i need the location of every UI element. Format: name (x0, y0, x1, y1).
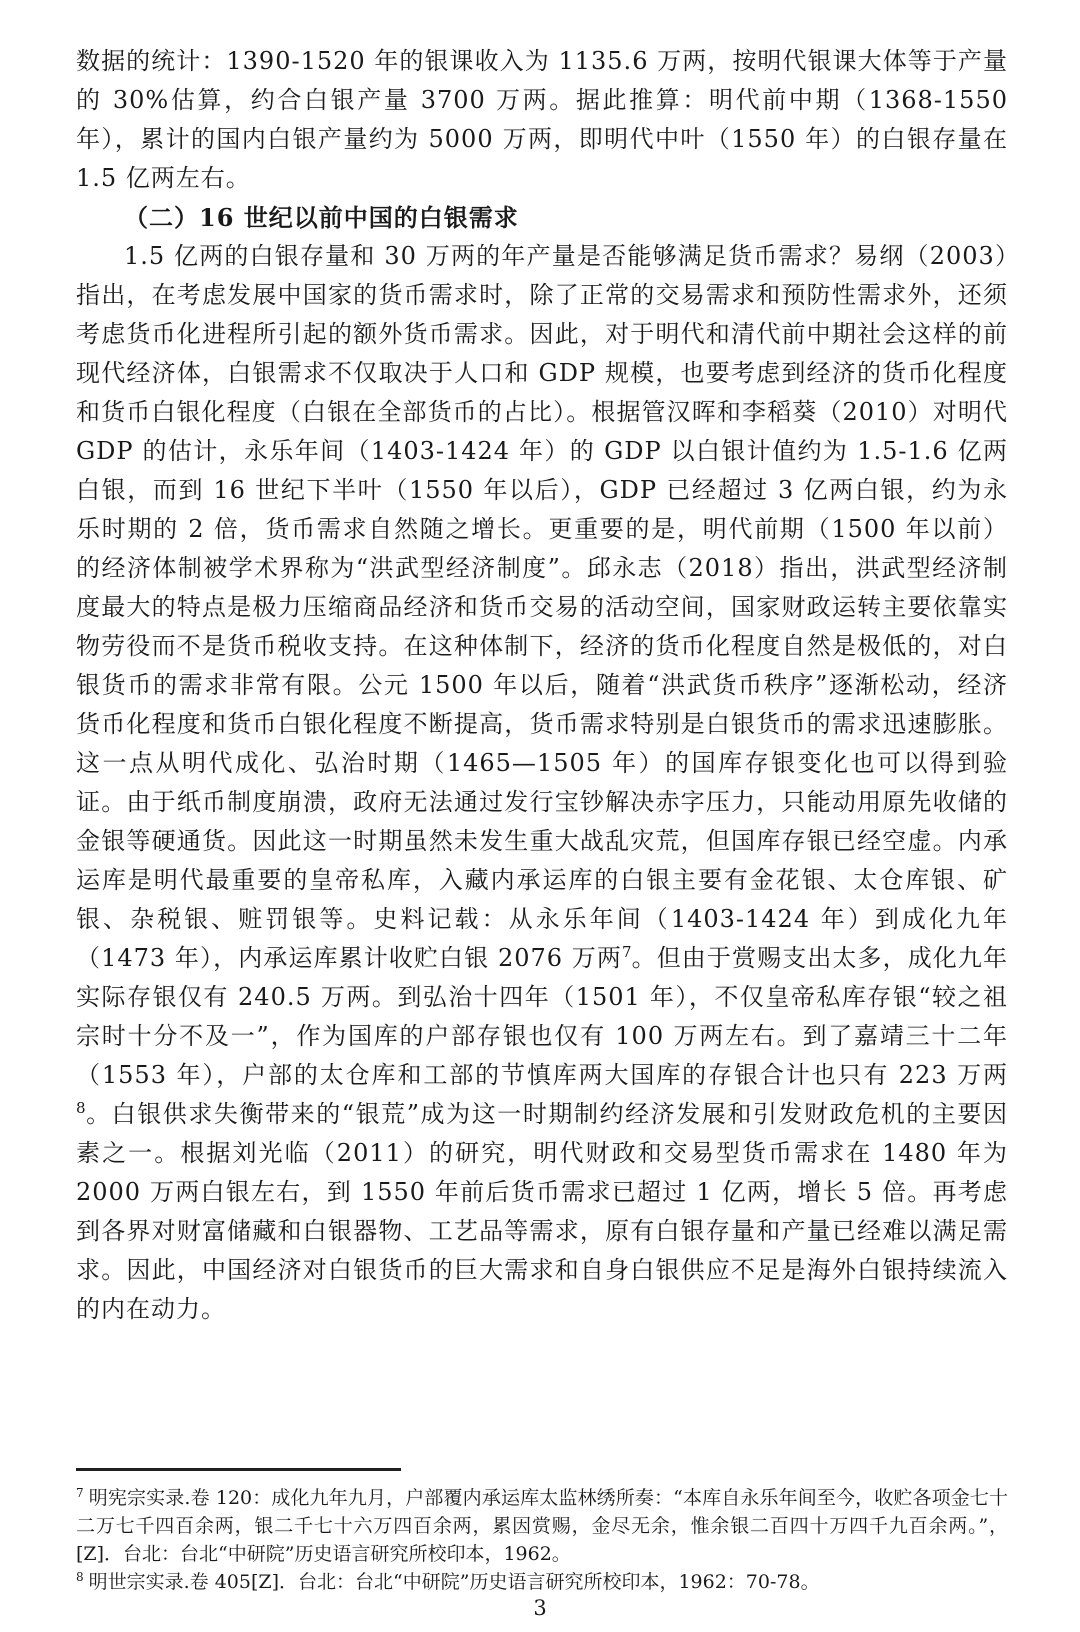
footnote-text-8: 明世宗实录.卷 405[Z]．台北：台北“中研院”历史语言研究所校印本，1962：70-78。 (88, 1571, 820, 1593)
page-number: 3 (533, 1596, 547, 1620)
paragraph-silver-demand (76, 237, 1008, 1329)
text-run: 数据的统计：1390-1520 年的银课收入为 1135.6 万两，按明代银课大体等于产量的 30%估算，约合白银产量 3700 万两。据此推算：明代前中期（1368-1550 年），累计的国内白银产量约为 5000 万两，即明代中叶（1550 年）的白银存量在 1.5 亿两左右。 (76, 47, 1008, 192)
footnote-reference: 7 (621, 943, 632, 961)
text-run: 。但由于赏赐支出太多，成化九年实际存银仅有 240.5 万两。到弘治十四年（1501 年），不仅皇帝私库存银“较之祖宗时十分不及一”，作为国库的户部存银也仅有 100 万两左右。到了嘉靖三十二年（1553 年），户部的太仓库和工部的节慎库两大国库的存银合计也只有 223 万两 (76, 944, 1009, 1089)
text-run: 。白银供求失衡带来的“银荒”成为这一时期制约经济发展和引发财政危机的主要因素之一。根据刘光临（2011）的研究，明代财政和交易型货币需求在 1480 年为 2000 万两白银左右，到 1550 年前后货币需求已超过 1 亿两，增长 5 倍。再考虑到各界对财富储藏和白银器物、工艺品等需求，原有白银存量和产量已经难以满足需求。因此，中国经济对白银货币的巨大需求和自身白银供应不足是海外白银持续流入的内在动力。 (76, 1100, 1008, 1323)
footnote-marker-7: 7 (76, 1485, 84, 1500)
footnote-text-7: 明宪宗实录.卷 120：成化九年九月，户部覆内承运库太监林绣所奏：“本库自永乐年间至今，收贮各项金七十二万七千四百余两，银二千七十六万四百余两，累因赏赐，金尽无余，惟余银二百四十万四千九百余两。”，[Z]．台北：台北“中研院”历史语言研究所校印本，1962。 (76, 1487, 1008, 1565)
footnote-section (76, 1468, 1008, 1596)
footnote-8 (76, 1568, 1008, 1596)
paragraph-continuation (76, 42, 1008, 198)
footnote-marker-8: 8 (76, 1569, 84, 1584)
footnote-rule (76, 1468, 401, 1471)
footnote-7 (76, 1484, 1008, 1568)
text-body (76, 42, 1008, 1329)
text-run: 1.5 亿两的白银存量和 30 万两的年产量是否能够满足货币需求？易纲（2003）指出，在考虑发展中国家的货币需求时，除了正常的交易需求和预防性需求外，还须考虑货币化进程所引起的额外货币需求。因此，对于明代和清代前中期社会这样的前现代经济体，白银需求不仅取决于人口和 GDP 规模，也要考虑到经济的货币化程度和货币白银化程度（白银在全部货币的占比）。根据管汉晖和李稻葵（2010）对明代 GDP 的估计，永乐年间（1403-1424 年）的 GDP 以白银计值约为 1.5-1.6 亿两白银，而到 16 世纪下半叶（1550 年以后），GDP 已经超过 3 亿两白银，约为永乐时期的 2 倍，货币需求自然随之增长。更重要的是，明代前期（1500 年以前）的经济体制被学术界称为“洪武型经济制度”。邱永志（2018）指出，洪武型经济制度最大的特点是极力压缩商品经济和货币交易的活动空间，国家财政运转主要依靠实物劳役而不是货币税收支持。在这种体制下，经济的货币化程度自然是极低的，对白银货币的需求非常有限。公元 1500 年以后，随着“洪武货币秩序”逐渐松动，经济货币化程度和货币白银化程度不断提高，货币需求特别是白银货币的需求迅速膨胀。这一点从明代成化、弘治时期（1465—1505 年）的国库存银变化也可以得到验证。由于纸币制度崩溃，政府无法通过发行宝钞解决赤字压力，只能动用原先收储的金银等硬通货。因此这一时期虽然未发生重大战乱灾荒，但国库存银已经空虚。内承运库是明代最重要的皇帝私库，入藏内承运库的白银主要有金花银、太仓库银、矿银、杂税银、赃罚银等。史料记载：从永乐年间（1403-1424 年）到成化九年（1473 年），内承运库累计收贮白银 2076 万两 (76, 242, 1008, 972)
text-run: （二）16 世纪以前中国的白银需求 (124, 203, 519, 232)
footnote-reference: 8 (76, 1099, 86, 1117)
section-heading (76, 198, 1008, 237)
